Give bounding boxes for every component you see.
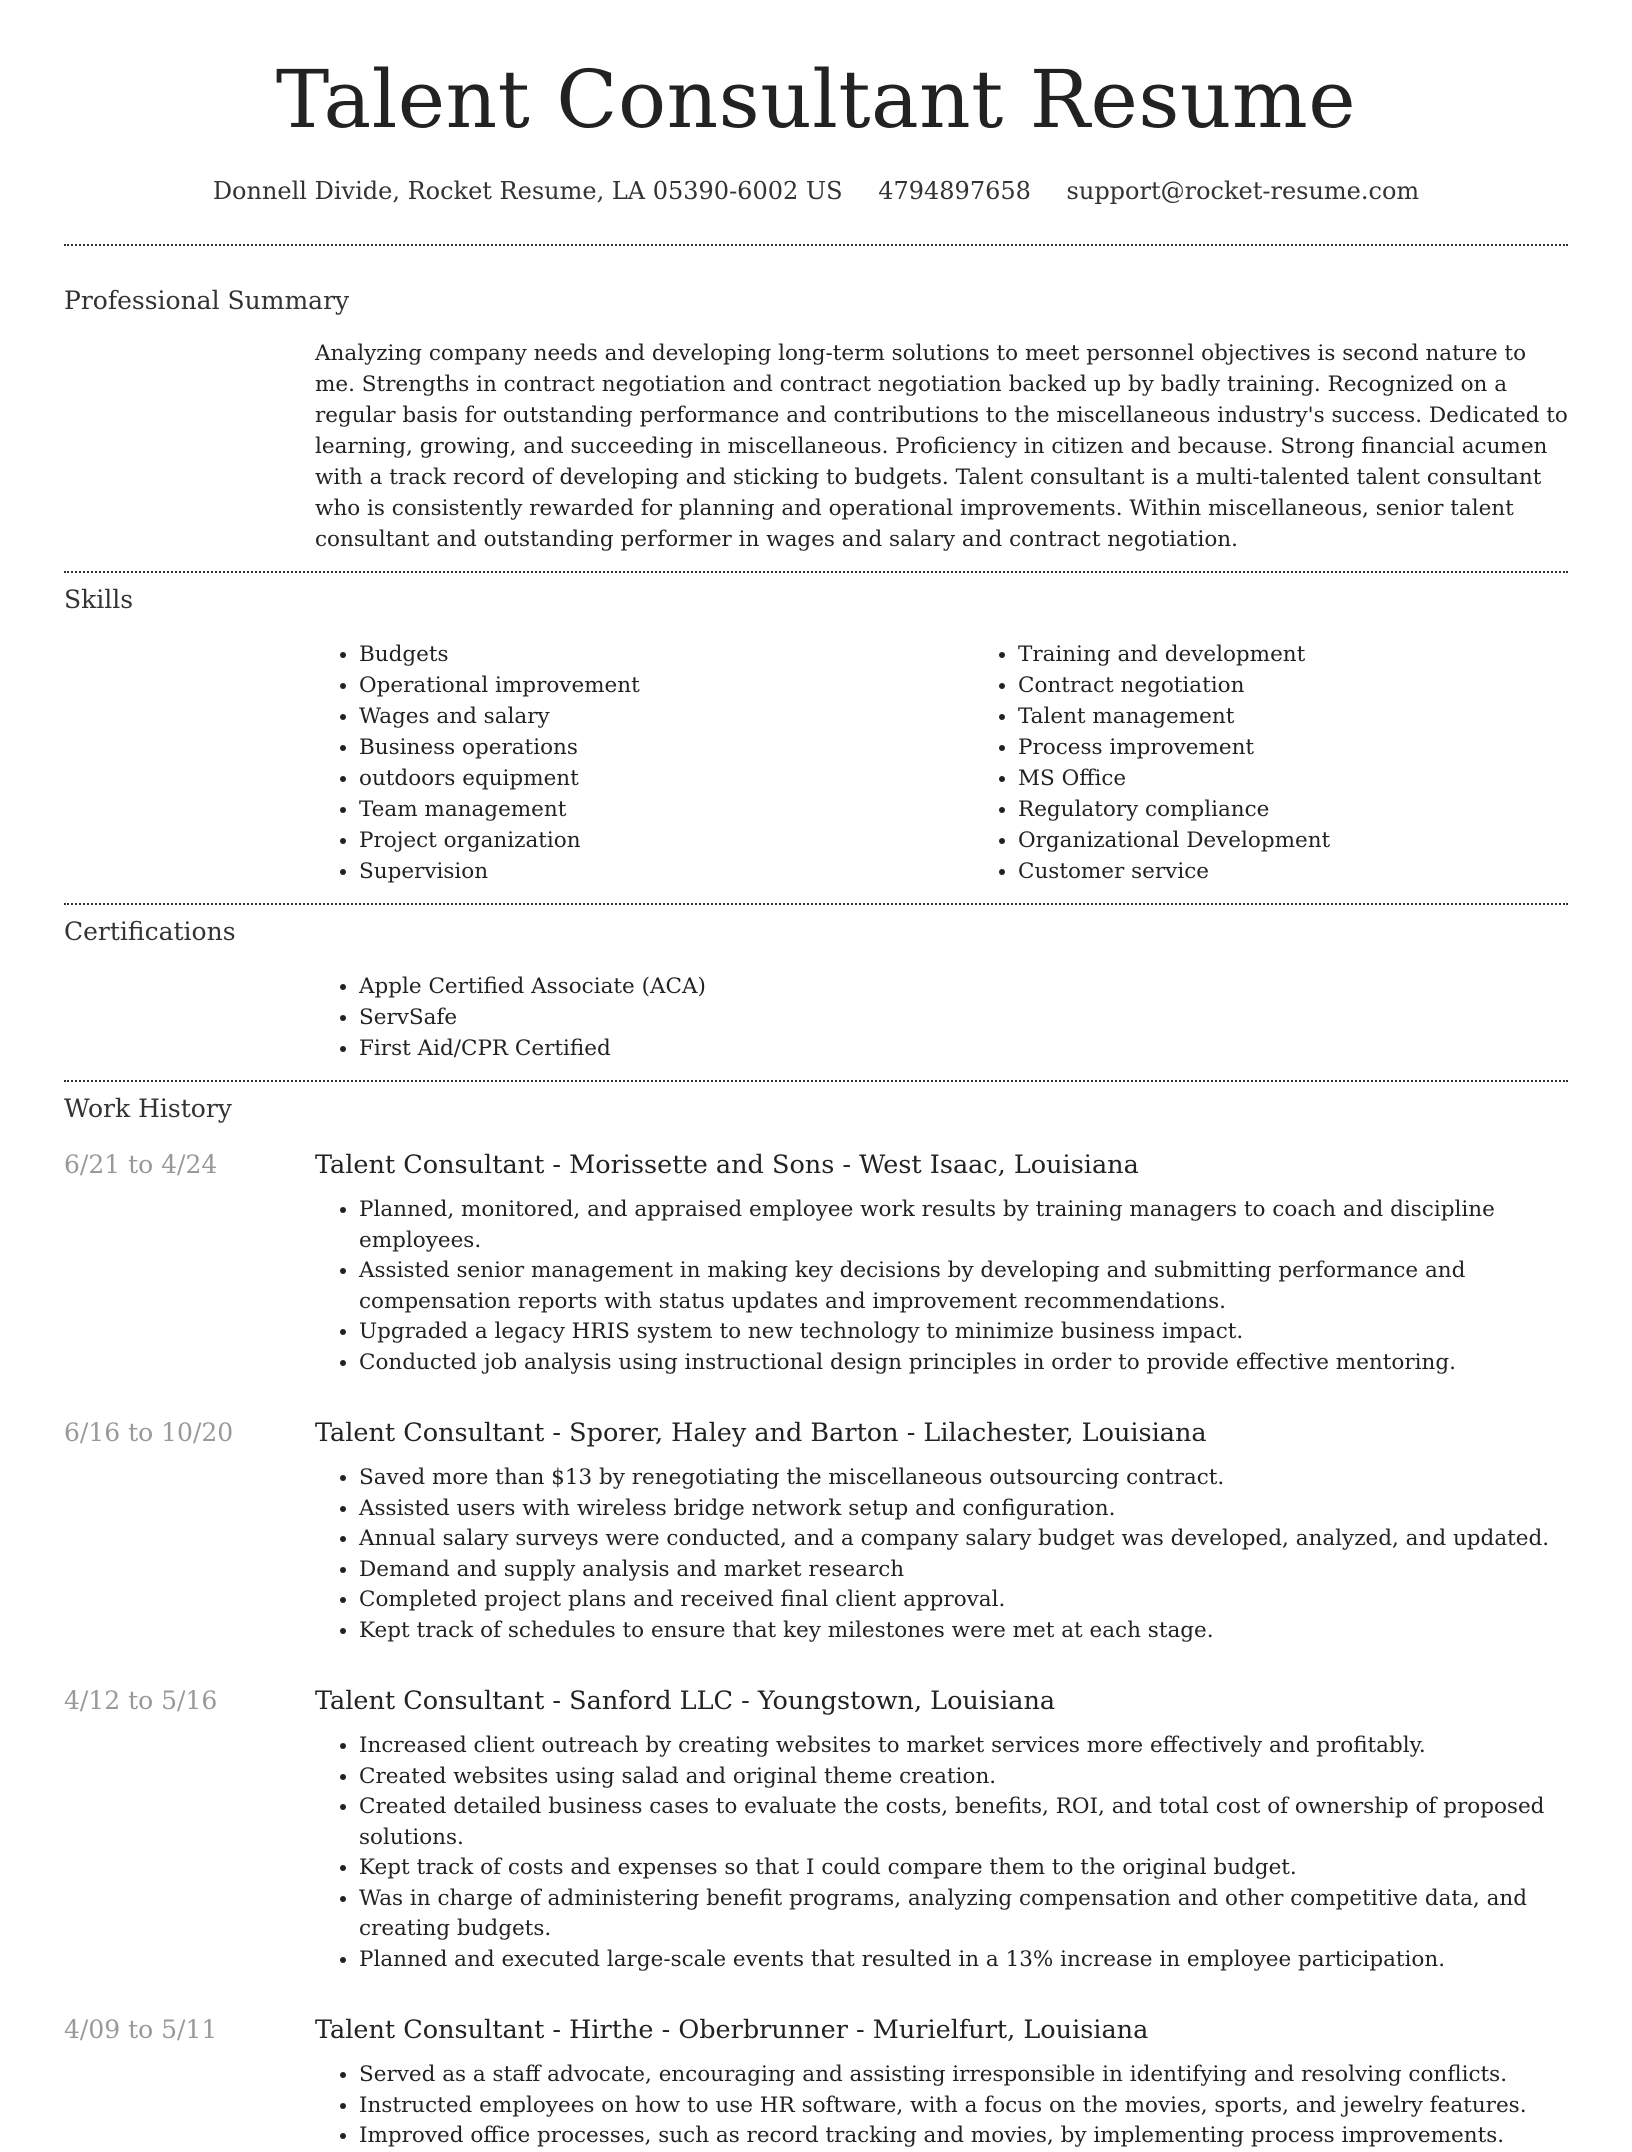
work-history-section [64, 1092, 1568, 2152]
job-entry [64, 1148, 1568, 1378]
contact-email: support@rocket-resume.com [1066, 177, 1420, 205]
certification-item: • ServSafe [359, 1002, 1568, 1033]
job-bullet: • Created detailed business cases to evaluate the costs, benefits, ROI, and total cost of ownership of proposed solutions. [359, 1792, 1568, 1853]
job-bullet: • Improved office processes, such as record tracking and movies, by implementing process improvements. [359, 2121, 1568, 2152]
job-bullet: • Planned and executed large-scale events that resulted in a 13% increase in employee participation. [359, 1945, 1568, 1976]
job-bullet: • Upgraded a legacy HRIS system to new technology to minimize business impact. [359, 1317, 1568, 1348]
certifications-list [315, 971, 1568, 1064]
job-bullet: • Increased client outreach by creating websites to market services more effectively and profitably. [359, 1731, 1568, 1762]
skill-item: • Supervision [359, 856, 974, 887]
job-bullet: • Created websites using salad and original theme creation. [359, 1762, 1568, 1793]
contact-phone: 4794897658 [878, 177, 1031, 205]
skill-item: • Budgets [359, 639, 974, 670]
summary-text: Analyzing company needs and developing long-term solutions to meet personnel objectives is second nature to me. Strengths in contract negotiation and contract negotiation backed up by badly training. Recognized on a regular basis for outstanding performance and contributions to the miscellaneous industry's success. Dedicated to learning, growing, and succeeding in miscellaneous. Proficiency in citizen and because. Strong financial acumen with a track record of developing and sticking to budgets. Talent consultant is a multi-talented talent consultant who is consistently rewarded for planning and operational improvements. Within miscellaneous, senior talent consultant and outstanding performer in wages and salary and contract negotiation. [315, 341, 1568, 552]
skill-item: • Project organization [359, 825, 974, 856]
divider [64, 571, 1568, 573]
job-entry [64, 1684, 1568, 1975]
job-bullets [315, 1731, 1568, 1975]
job-bullet: • Assisted users with wireless bridge network setup and configuration. [359, 1494, 1568, 1525]
skill-item: • Organizational Development [1018, 825, 1632, 856]
job-bullet: • Served as a staff advocate, encouraging and assisting irresponsible in identifying and resolving conflicts. [359, 2060, 1568, 2091]
skill-item: • Talent management [1018, 701, 1632, 732]
certifications-section [64, 915, 1568, 1064]
job-bullet: • Kept track of costs and expenses so that I could compare them to the original budget. [359, 1853, 1568, 1884]
skill-item: • Regulatory compliance [1018, 794, 1632, 825]
job-bullets [315, 2060, 1568, 2152]
resume-page [64, 0, 1568, 2152]
job-bullet: • Demand and supply analysis and market research [359, 1555, 1568, 1586]
skills-section [64, 583, 1568, 887]
skills-list-left [315, 639, 974, 887]
job-title: Talent Consultant - Hirthe - Oberbrunner - Murielfurt, Louisiana [315, 2015, 1149, 2045]
skill-item: • Training and development [1018, 639, 1632, 670]
skill-item: • MS Office [1018, 763, 1632, 794]
skill-item: • Process improvement [1018, 732, 1632, 763]
job-entry [64, 1416, 1568, 1646]
job-dates: 4/09 to 5/11 [64, 2015, 218, 2044]
skill-item: • Operational improvement [359, 670, 974, 701]
summary-heading: Professional Summary [64, 286, 350, 315]
skills-heading: Skills [64, 585, 134, 614]
job-dates: 6/21 to 4/24 [64, 1150, 218, 1179]
skill-item: • Contract negotiation [1018, 670, 1632, 701]
skills-grid [315, 639, 1568, 887]
job-bullet: • Annual salary surveys were conducted, and a company salary budget was developed, analyzed, and updated. [359, 1524, 1568, 1555]
job-bullet: • Instructed employees on how to use HR software, with a focus on the movies, sports, and jewelry features. [359, 2091, 1568, 2122]
contact-line [64, 174, 1568, 208]
job-dates: 6/16 to 10/20 [64, 1418, 234, 1447]
job-bullet: • Conducted job analysis using instructional design principles in order to provide effective mentoring. [359, 1348, 1568, 1379]
job-title: Talent Consultant - Sanford LLC - Youngstown, Louisiana [315, 1686, 1056, 1716]
skill-item: • outdoors equipment [359, 763, 974, 794]
job-bullets [315, 1195, 1568, 1378]
certification-item: • First Aid/CPR Certified [359, 1033, 1568, 1064]
summary-content [315, 338, 1568, 555]
summary-section [64, 284, 1568, 555]
job-title: Talent Consultant - Sporer, Haley and Barton - Lilachester, Louisiana [315, 1418, 1207, 1448]
job-bullet: • Completed project plans and received final client approval. [359, 1585, 1568, 1616]
job-bullet: • Kept track of schedules to ensure that key milestones were met at each stage. [359, 1616, 1568, 1647]
skill-item: • Business operations [359, 732, 974, 763]
skills-list-right [974, 639, 1632, 887]
work-history-heading: Work History [64, 1094, 232, 1123]
job-title: Talent Consultant - Morissette and Sons - West Isaac, Louisiana [315, 1150, 1139, 1180]
skill-item: • Wages and salary [359, 701, 974, 732]
skill-item: • Team management [359, 794, 974, 825]
job-bullet: • Planned, monitored, and appraised employee work results by training managers to coach and discipline employees. [359, 1195, 1568, 1256]
resume-title: Talent Consultant Resume [275, 53, 1357, 146]
job-bullet: • Saved more than $13 by renegotiating the miscellaneous outsourcing contract. [359, 1463, 1568, 1494]
certifications-content [315, 971, 1568, 1064]
contact-address: Donnell Divide, Rocket Resume, LA 05390-6002 US [212, 177, 843, 205]
divider [64, 1080, 1568, 1082]
divider [64, 903, 1568, 905]
skill-item: • Customer service [1018, 856, 1632, 887]
job-dates: 4/12 to 5/16 [64, 1686, 218, 1715]
job-bullet: • Assisted senior management in making key decisions by developing and submitting performance and compensation reports with status updates and improvement recommendations. [359, 1256, 1568, 1317]
divider [64, 244, 1568, 246]
job-bullets [315, 1463, 1568, 1646]
certification-item: • Apple Certified Associate (ACA) [359, 971, 1568, 1002]
job-bullet: • Was in charge of administering benefit programs, analyzing compensation and other competitive data, and creating budgets. [359, 1884, 1568, 1945]
certifications-heading: Certifications [64, 917, 236, 946]
job-entry [64, 2013, 1568, 2152]
